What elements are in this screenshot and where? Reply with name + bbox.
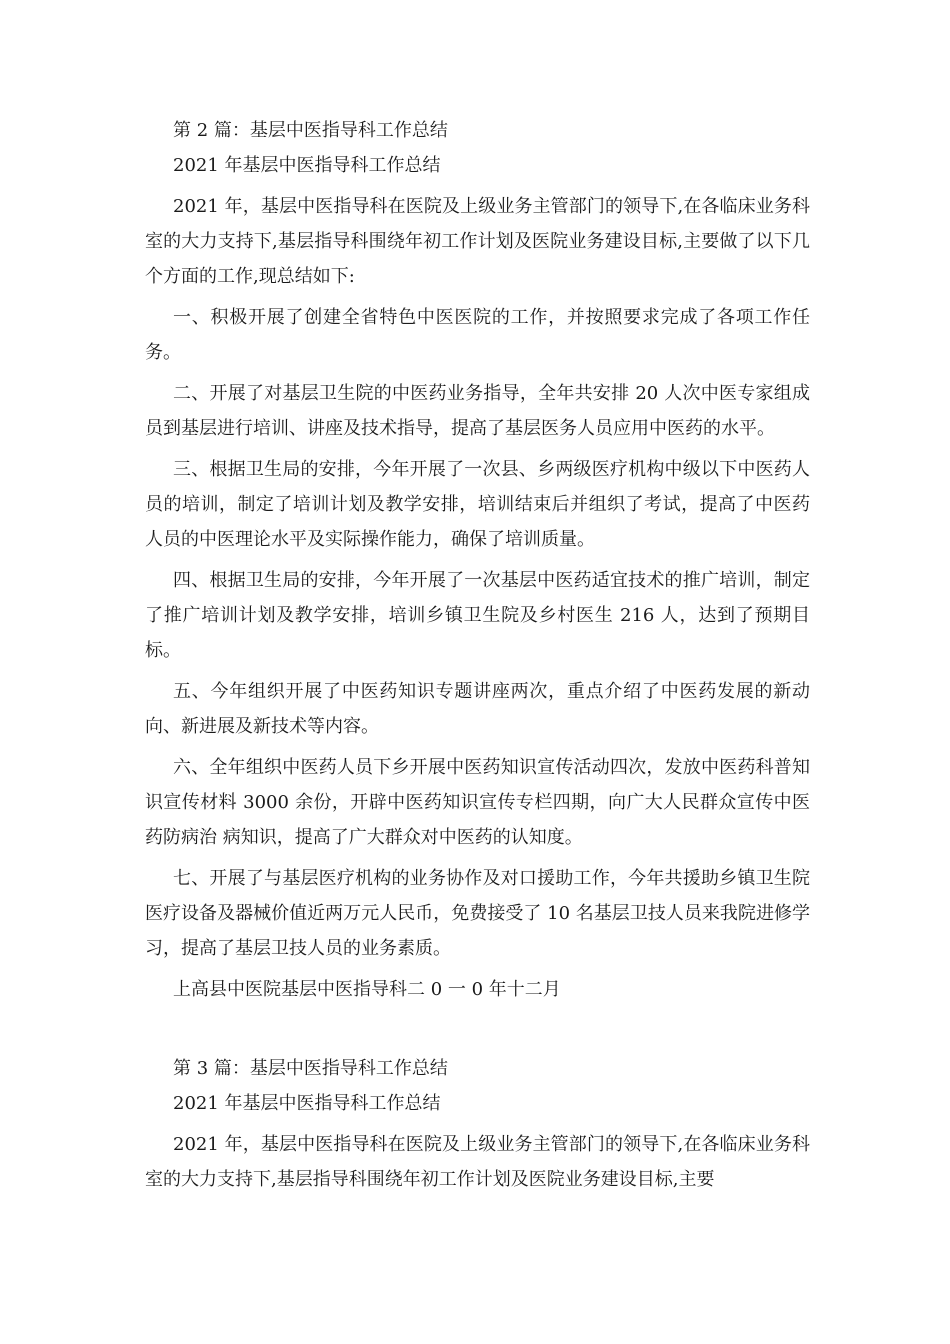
section-2-item-4: 四、根据卫生局的安排，今年开展了一次基层中医药适宜技术的推广培训，制定了推广培训计划及教学安排，培训乡镇卫生院及乡村医生 216 人，达到了预期目标。 xyxy=(145,570,810,661)
section-2-heading: 第 2 篇：基层中医指导科工作总结 xyxy=(173,120,448,141)
section-3-heading: 第 3 篇：基层中医指导科工作总结 xyxy=(173,1058,448,1079)
section-2-item-5: 五、今年组织开展了中医药知识专题讲座两次，重点介绍了中医药发展的新动向、新进展及新技术等内容。 xyxy=(145,681,810,737)
section-2-item-1: 一、积极开展了创建全省特色中医医院的工作，并按照要求完成了各项工作任务。 xyxy=(145,307,810,363)
section-3-intro-paragraph: 2021 年，基层中医指导科在医院及上级业务主管部门的领导下,在各临床业务科室的大力支持下,基层指导科围绕年初工作计划及医院业务建设目标,主要 xyxy=(145,1134,810,1190)
article-divider-space xyxy=(145,1007,810,1051)
document-body xyxy=(145,113,810,1203)
section-2-signature: 上高县中医院基层中医指导科二 0 一 0 年十二月 xyxy=(173,979,561,1000)
section-2-item-6: 六、全年组织中医药人员下乡开展中医药知识宣传活动四次，发放中医药科普知识宣传材料 3000 余份，开辟中医药知识宣传专栏四期，向广大人民群众宣传中医药防病治 病知识，提高了广大群众对中医药的认知度。 xyxy=(145,757,810,848)
section-3-subtitle: 2021 年基层中医指导科工作总结 xyxy=(173,1093,441,1114)
section-2-intro-paragraph: 2021 年，基层中医指导科在医院及上级业务主管部门的领导下,在各临床业务科室的大力支持下,基层指导科围绕年初工作计划及医院业务建设目标,主要做了以下几个方面的工作,现总结如下: xyxy=(145,196,810,287)
section-2-item-7: 七、开展了与基层医疗机构的业务协作及对口援助工作，今年共援助乡镇卫生院医疗设备及器械价值近两万元人民币，免费接受了 10 名基层卫技人员来我院进修学习，提高了基层卫技人员的业务素质。 xyxy=(145,868,810,959)
section-2-item-3: 三、根据卫生局的安排，今年开展了一次县、乡两级医疗机构中级以下中医药人员的培训，制定了培训计划及教学安排，培训结束后并组织了考试，提高了中医药人员的中医理论水平及实际操作能力，确保了培训质量。 xyxy=(145,459,810,550)
section-2-item-2: 二、开展了对基层卫生院的中医药业务指导，全年共安排 20 人次中医专家组成员到基层进行培训、讲座及技术指导，提高了基层医务人员应用中医药的水平。 xyxy=(145,383,810,439)
section-2-subtitle: 2021 年基层中医指导科工作总结 xyxy=(173,155,441,176)
